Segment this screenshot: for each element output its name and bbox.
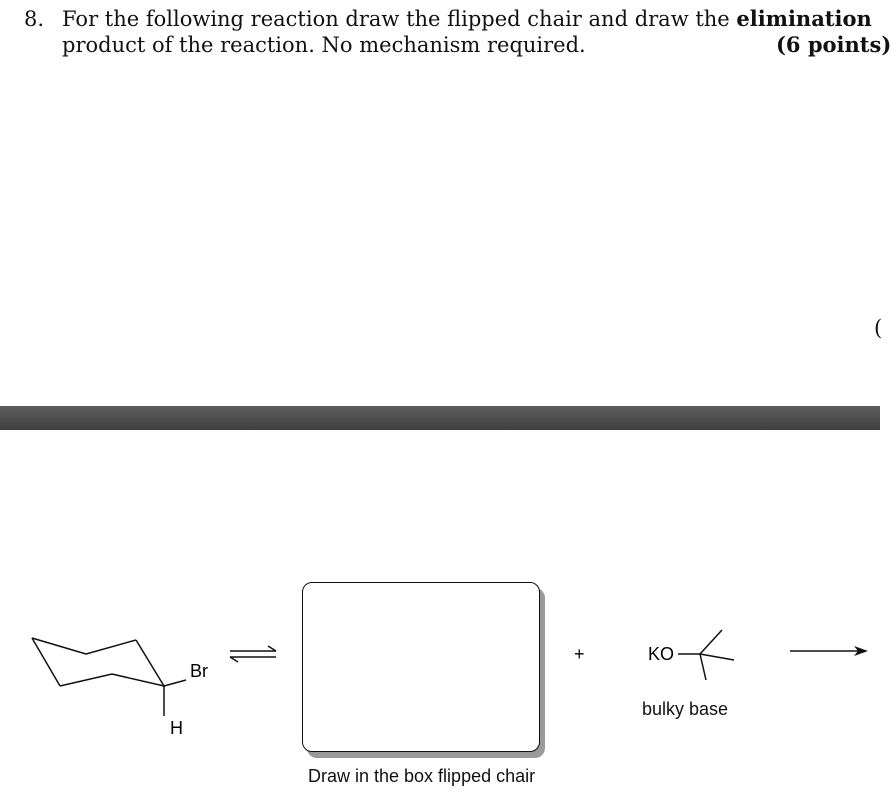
cyclohexane-chair	[32, 638, 186, 716]
clipped-character: (	[874, 316, 883, 340]
plus-sign: +	[574, 644, 585, 664]
question-line-1-text: For the following reaction draw the flipped chair and draw the	[62, 7, 737, 31]
equilibrium-arrow-icon	[230, 646, 276, 662]
bulky-base-label: bulky base	[642, 699, 729, 719]
question-number: 8.	[24, 7, 45, 31]
box-caption: Draw in the box flipped chair	[308, 766, 536, 786]
elimination-emphasis: elimination	[736, 6, 872, 31]
tert-butyl-group	[678, 630, 734, 680]
h-label: H	[170, 718, 183, 738]
bond-to-br	[164, 680, 186, 686]
reaction-arrow-icon	[790, 646, 868, 656]
points-label: (6 points)	[776, 32, 891, 57]
ko-label: KO	[648, 644, 675, 664]
br-label: Br	[190, 661, 208, 681]
question-line-2: product of the reaction. No mechanism required.	[62, 33, 586, 57]
answer-box[interactable]	[302, 582, 540, 752]
